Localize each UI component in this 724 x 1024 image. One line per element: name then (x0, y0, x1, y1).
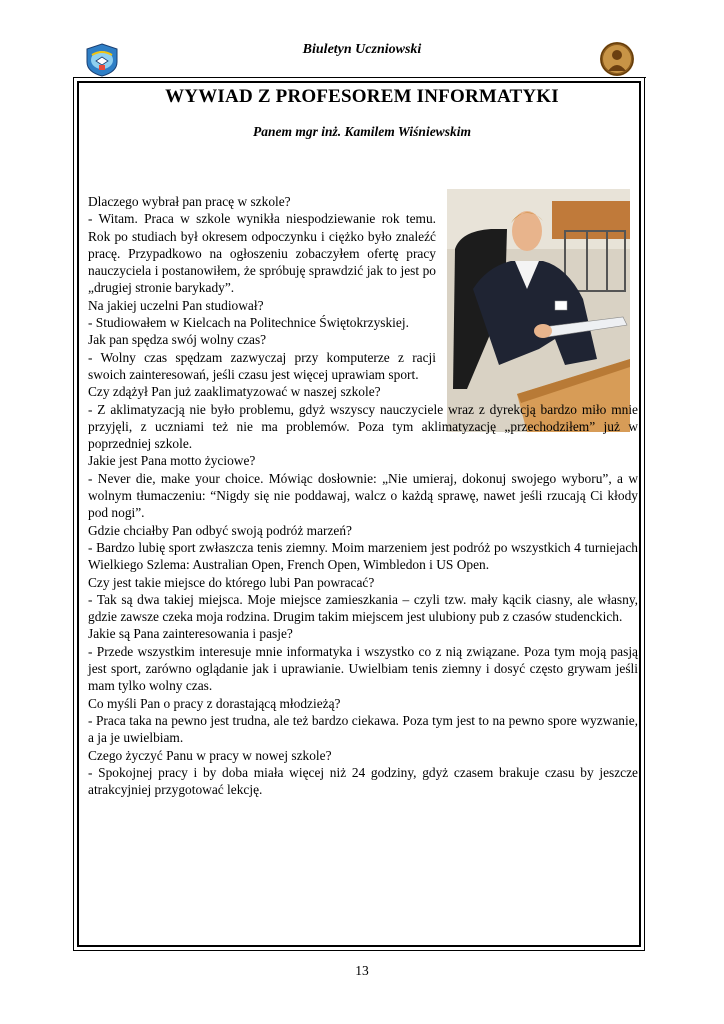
question: Jakie są Pana zainteresowania i pasje? (88, 626, 293, 642)
bulletin-title: Biuletyn Uczniowski (302, 42, 422, 57)
question: Czego życzyć Panu w pracy w nowej szkole? (88, 747, 332, 763)
question: Jak pan spędza swój wolny czas? (88, 332, 267, 348)
answer: - Spokojnej pracy i by doba miała więcej niż 24 godziny, gdyż czasem brakuje czasu by jeszcze atrakcyjniej przygotować lekcję. (88, 764, 638, 798)
page-header (0, 0, 724, 80)
article-body (88, 193, 638, 798)
answer: - Never die, make your choice. Mówiąc dosłownie: „Nie umieraj, dokonuj swojego wyboru”, a w wolnym tłumaczeniu: “Nigdy się nie poddawaj, walcz o każdą sprawę, nawet jeśli rzucają Ci kłody pod nogi”. (88, 470, 638, 521)
answer: - Wolny czas spędzam zazwyczaj przy komputerze z racji swoich zainteresowań, jeśli czasu jest więcej uprawiam sport. (88, 349, 436, 382)
answer: - Z aklimatyzacją nie było problemu, gdyż wszyscy nauczyciele wraz z dyrekcją bardzo miło mnie przyjęli, z uczniami też nie ma problemów. Poza tym aklimatyzację „przechodziłem” już w poprzedniej szkole. (88, 401, 638, 452)
question: Gdzie chciałby Pan odbyć swoją podróż marzeń? (88, 522, 352, 538)
article-subtitle: Panem mgr inż. Kamilem Wiśniewskim (253, 124, 471, 139)
page-number: 13 (355, 963, 369, 978)
question: Czy jest takie miejsce do którego lubi Pan powracać? (88, 574, 375, 590)
question: Czy zdążył Pan już zaaklimatyzować w naszej szkole? (88, 384, 381, 400)
question: Dlaczego wybrał pan pracę w szkole? (88, 194, 291, 209)
body-full-column (88, 383, 638, 798)
question: Co myśli Pan o pracy z dorastającą młodzieżą? (88, 695, 341, 711)
article-title: WYWIAD Z PROFESOREM INFORMATYKI (165, 86, 559, 107)
answer: - Witam. Praca w szkole wynikła niespodziewanie rok temu. Rok po studiach był okresem odpoczynku i ciężko było znaleźć pracę. Przypadkowo na ogłoszeniu zobaczyłem ofertę pracy nauczyciela i postanowiłem, że spróbuję sprawdzić jak to jest po „drugiej stronie barykady”. (88, 211, 436, 296)
body-narrow-column (88, 193, 436, 383)
answer: - Bardzo lubię sport zwłaszcza tenis ziemny. Moim marzeniem jest podróż po wszystkich 4 turniejach Wielkiego Szlema: Australian Open, French Open, Wimbledon i US Open. (88, 539, 638, 573)
answer: - Tak są dwa takiej miejsca. Moje miejsce zamieszkania – czyli tzw. mały kącik ciasny, ale własny, gdzie zawsze czeka moja rodzina. Drugim takim miejscem jest ulubiony pub z czasów studenckich. (88, 591, 638, 625)
patron-medallion-icon (599, 41, 635, 77)
answer: - Przede wszystkim interesuje mnie informatyka i wszystko co z nią związane. Poza tym moją pasją jest sport, zarówno oglądanie jak i uprawianie. Uwielbiam tenis ziemny i dosyć często grywam jeśli mam tylko wolny czas. (88, 643, 638, 694)
answer: - Studiowałem w Kielcach na Politechnice Świętokrzyskiej. (88, 315, 409, 331)
question: Na jakiej uczelni Pan studiował? (88, 297, 264, 313)
answer: - Praca taka na pewno jest trudna, ale też bardzo ciekawa. Poza tym jest to na pewno spore wyzwanie, a ja je uwielbiam. (88, 712, 638, 746)
question: Jakie jest Pana motto życiowe? (88, 453, 256, 469)
